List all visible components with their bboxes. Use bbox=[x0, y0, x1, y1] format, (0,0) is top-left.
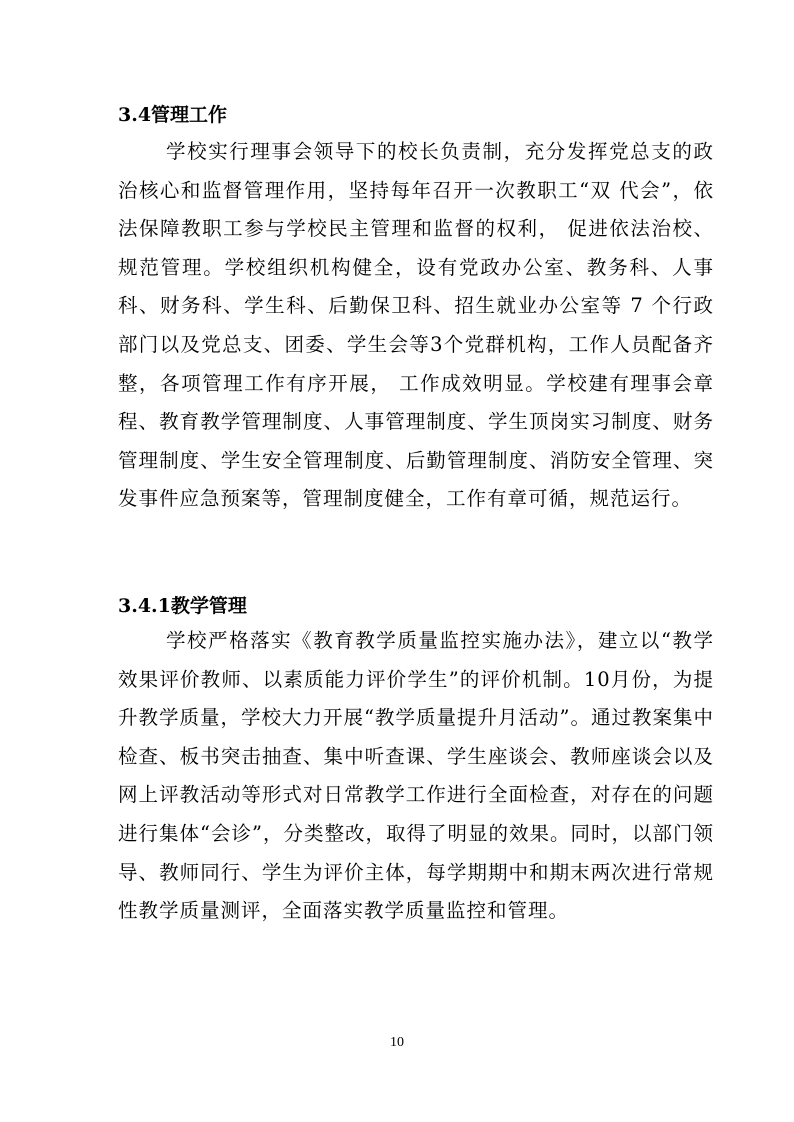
section-paragraph-3-4-1: 学校严格落实《教育教学质量监控实施办法》，建立以“教学效果评价教师、以素质能力评价学生”的评价机制。10月份，为提升教学质量，学校大力开展“教学质量提升月活动”。通过教案集中检查、板书突击抽查、集中听查课、学生座谈会、教师座谈会以及网上评教活动等形式对日常教学工作进行全面检查，对存在的问题进行集体“会诊”，分类整改，取得了明显的效果。同时，以部门领导、教师同行、学生为评价主体，每学期期中和期末两次进行常规性教学质量测评，全面落实教学质量监控和管理。 bbox=[118, 629, 714, 923]
page-number: 10 bbox=[390, 1035, 404, 1050]
section-heading-3-4: 3.4管理工作 bbox=[118, 104, 228, 126]
section-heading-3-4-1: 3.4.1教学管理 bbox=[118, 595, 247, 617]
section-paragraph-3-4: 学校实行理事会领导下的校长负责制，充分发挥党总支的政治核心和监督管理作用，坚持每年召开一次教职工“双 代会”，依法保障教职工参与学校民主管理和监督的权利， 促进依法治校、规范管理。学校组织机构健全，设有党政办公室、教务科、人事科、财务科、学生科、后勤保卫科、招生就业办公室等 7 个行政部门以及党总支、团委、学生会等3个党群机构，工作人员配备齐整，各项管理工作有序开展， 工作成效明显。学校建有理事会章程、教育教学管理制度、人事管理制度、学生顶岗实习制度、财务管理制度、学生安全管理制度、后勤管理制度、消防安全管理、突发事件应急预案等，管理制度健全，工作有章可循，规范运行。 bbox=[118, 140, 714, 511]
